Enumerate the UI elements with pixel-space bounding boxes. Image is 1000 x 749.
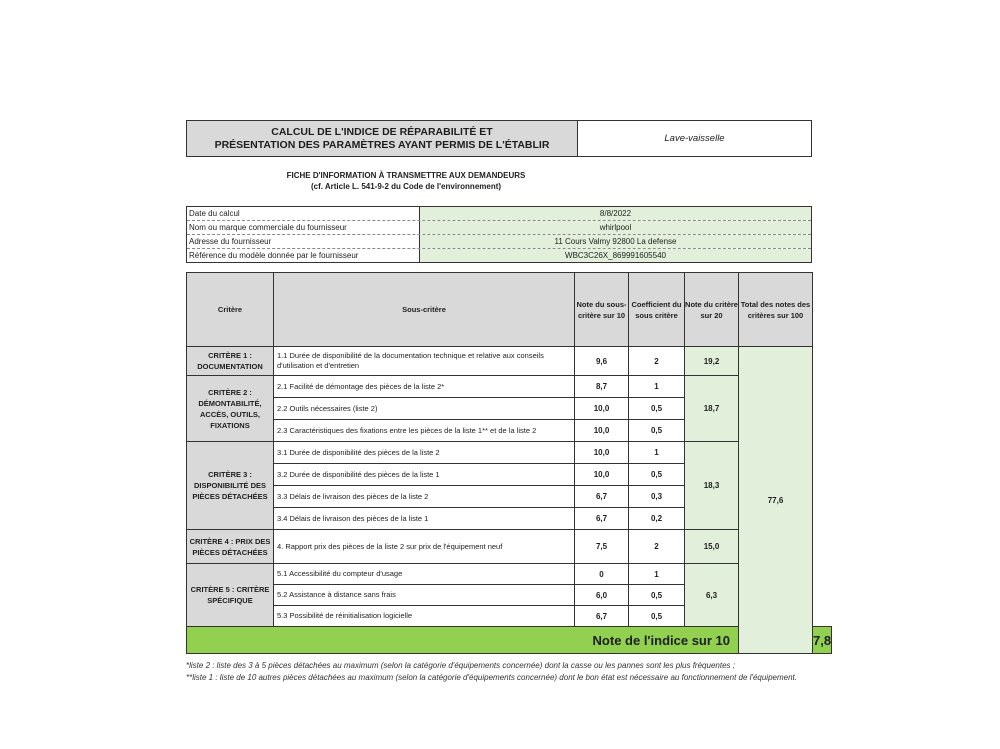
table-row <box>187 347 832 376</box>
sub-criterion-label: 1.1 Durée de disponibilité de la documentation technique et relative aux conseils d'utilisation et d'entretien <box>274 347 575 376</box>
sub-criterion-note: 7,5 <box>575 530 629 564</box>
info-row <box>187 249 811 262</box>
criterion-name: CRITÈRE 4 : PRIX DES PIÈCES DÉTACHÉES <box>187 530 274 564</box>
sub-criterion-label: 2.3 Caractéristiques des fixations entre les pièces de la liste 1** et de la liste 2 <box>274 420 575 442</box>
footnote-liste2: *liste 2 : liste des 3 à 5 pièces détachées au maximum (selon la catégorie d'équipements concernée) dont la casse ou les pannes sont les plus fréquentes ; <box>186 661 735 670</box>
sub-criterion-note: 0 <box>575 564 629 585</box>
sub-criterion-note: 10,0 <box>575 420 629 442</box>
header-title-line2: PRÉSENTATION DES PARAMÈTRES AYANT PERMIS DE L'ÉTABLIR <box>214 138 550 151</box>
sub-criterion-coef: 1 <box>629 564 685 585</box>
sub-criterion-coef: 1 <box>629 376 685 398</box>
supplier-info-table <box>186 206 812 263</box>
criterion-name: CRITÈRE 2 : DÉMONTABILITÉ, ACCÈS, OUTILS, FIXATIONS <box>187 376 274 442</box>
table-row <box>187 564 832 585</box>
criterion-note: 15,0 <box>685 530 739 564</box>
criteria-table <box>186 272 832 654</box>
final-score-row <box>187 627 832 654</box>
sub-criterion-note: 6,7 <box>575 486 629 508</box>
info-row <box>187 207 811 221</box>
table-row <box>187 442 832 464</box>
header-note-critere: Note du critère sur 20 <box>685 273 739 347</box>
sub-criterion-note: 6,0 <box>575 585 629 606</box>
header-total: Total des notes des critères sur 100 <box>739 273 813 347</box>
info-key: Date du calcul <box>187 207 420 220</box>
info-key: Nom ou marque commerciale du fournisseur <box>187 221 420 234</box>
info-value: 8/8/2022 <box>420 207 811 220</box>
criterion-note: 18,3 <box>685 442 739 530</box>
sub-criterion-label: 3.4 Délais de livraison des pièces de la liste 1 <box>274 508 575 530</box>
sub-criterion-label: 5.3 Possibilité de réinitialisation logicielle <box>274 606 575 627</box>
info-row <box>187 221 811 235</box>
sub-criterion-coef: 2 <box>629 347 685 376</box>
table-row <box>187 376 832 398</box>
header-note-sous: Note du sous-critère sur 10 <box>575 273 629 347</box>
info-key: Adresse du fournisseur <box>187 235 420 248</box>
product-category: Lave-vaisselle <box>664 133 725 144</box>
footnotes <box>186 660 816 683</box>
info-value: 11 Cours Valmy 92800 La defense <box>420 235 811 248</box>
sub-criterion-coef: 0,5 <box>629 464 685 486</box>
sub-criterion-coef: 0,5 <box>629 420 685 442</box>
final-score-value: 7,8 <box>813 627 832 654</box>
sub-criterion-label: 5.1 Accessibilité du compteur d'usage <box>274 564 575 585</box>
header-coef: Coefficient du sous critère <box>629 273 685 347</box>
fiche-line1: FICHE D'INFORMATION À TRANSMETTRE AUX DEMANDEURS <box>286 171 526 180</box>
info-value: WBC3C26X_869991605540 <box>420 249 811 262</box>
sub-criterion-note: 8,7 <box>575 376 629 398</box>
fiche-line2: (cf. Article L. 541-9-2 du Code de l'environnement) <box>310 182 502 191</box>
sub-criterion-label: 3.2 Durée de disponibilité des pièces de la liste 1 <box>274 464 575 486</box>
sub-criterion-label: 4. Rapport prix des pièces de la liste 2 sur prix de l'équipement neuf <box>274 530 575 564</box>
sub-criterion-note: 6,7 <box>575 508 629 530</box>
sub-criterion-note: 10,0 <box>575 442 629 464</box>
fiche-subtitle <box>186 170 626 192</box>
header-title-line1: CALCUL DE L'INDICE DE RÉPARABILITÉ ET <box>271 125 493 138</box>
sub-criterion-coef: 0,5 <box>629 398 685 420</box>
sub-criterion-label: 3.3 Délais de livraison des pièces de la liste 2 <box>274 486 575 508</box>
sub-criterion-coef: 0,5 <box>629 585 685 606</box>
index-header <box>186 120 812 157</box>
footnote-liste1: **liste 1 : liste de 10 autres pièces détachées au maximum (selon la catégorie d'équipements concernée) dont le bon état est nécessaire au fonctionnement de l'équipement. <box>186 672 797 682</box>
header-title <box>187 121 578 156</box>
info-row <box>187 235 811 249</box>
sub-criterion-coef: 1 <box>629 442 685 464</box>
sub-criterion-label: 5.2 Assistance à distance sans frais <box>274 585 575 606</box>
sub-criterion-coef: 0,3 <box>629 486 685 508</box>
sub-criterion-note: 10,0 <box>575 398 629 420</box>
sub-criterion-coef: 0,2 <box>629 508 685 530</box>
table-row <box>187 530 832 564</box>
criterion-note: 6,3 <box>685 564 739 627</box>
final-score-label: Note de l'indice sur 10 <box>187 627 739 654</box>
sub-criterion-coef: 2 <box>629 530 685 564</box>
criterion-name: CRITÈRE 5 : CRITÈRE SPÉCIFIQUE <box>187 564 274 627</box>
criterion-note: 18,7 <box>685 376 739 442</box>
info-value: whirlpool <box>420 221 811 234</box>
criterion-note: 19,2 <box>685 347 739 376</box>
header-sous-critere: Sous-critère <box>274 273 575 347</box>
info-key: Référence du modèle donnée par le fournisseur <box>187 249 420 262</box>
sub-criterion-label: 3.1 Durée de disponibilité des pièces de la liste 2 <box>274 442 575 464</box>
total-score: 77,6 <box>739 347 813 654</box>
sub-criterion-note: 10,0 <box>575 464 629 486</box>
criterion-name: CRITÈRE 1 : DOCUMENTATION <box>187 347 274 376</box>
sub-criterion-label: 2.1 Facilité de démontage des pièces de la liste 2* <box>274 376 575 398</box>
table-header-row <box>187 273 832 347</box>
sub-criterion-label: 2.2 Outils nécessaires (liste 2) <box>274 398 575 420</box>
criterion-name: CRITÈRE 3 : DISPONIBILITÉ DES PIÈCES DÉTACHÉES <box>187 442 274 530</box>
header-critere: Critère <box>187 273 274 347</box>
sub-criterion-coef: 0,5 <box>629 606 685 627</box>
sub-criterion-note: 9,6 <box>575 347 629 376</box>
sub-criterion-note: 6,7 <box>575 606 629 627</box>
